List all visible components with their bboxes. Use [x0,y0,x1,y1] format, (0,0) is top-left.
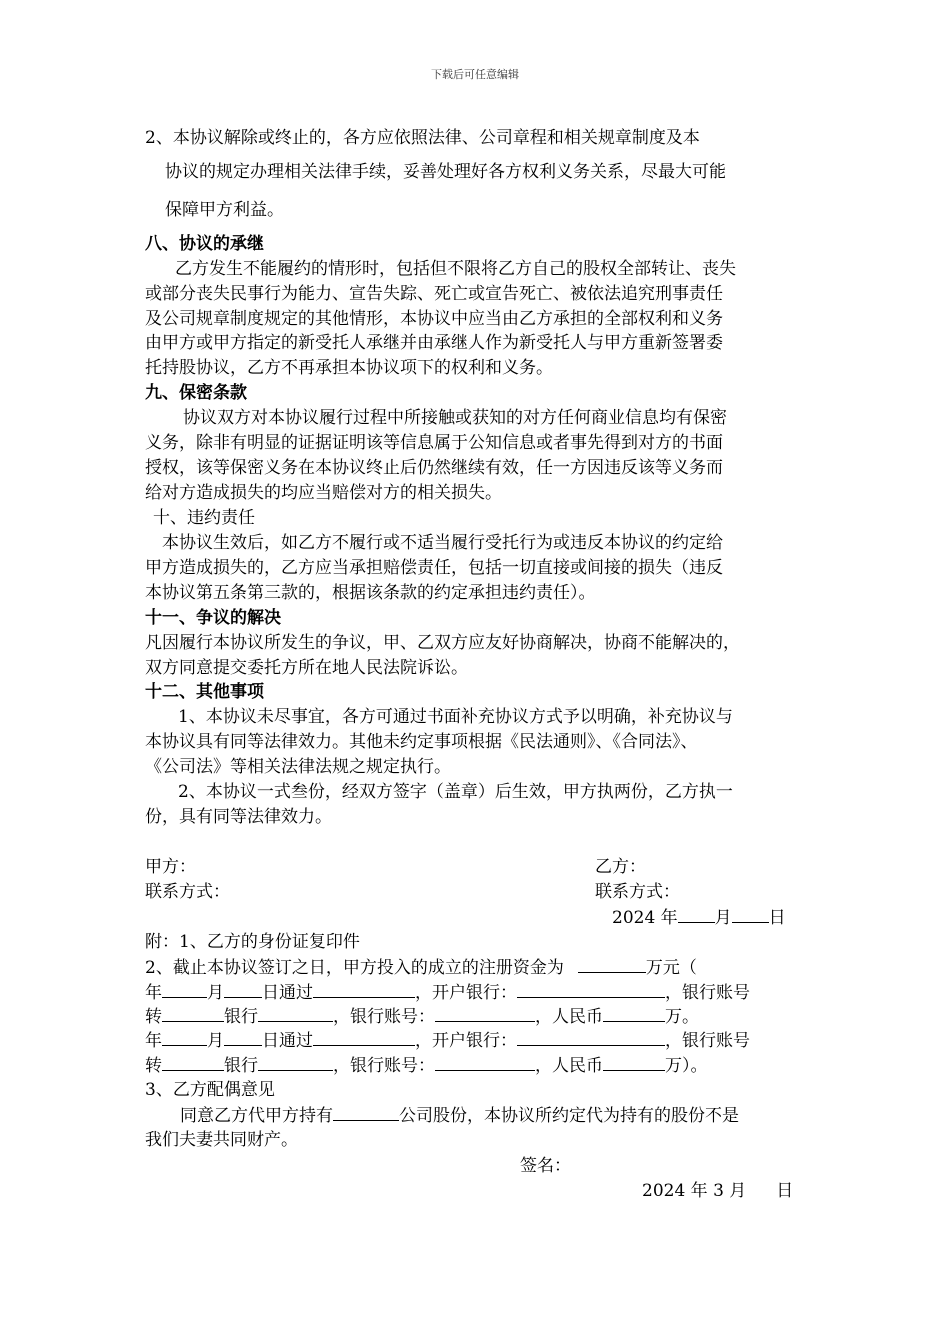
appendix-item-2-line-4 [145,1029,750,1052]
blank-via[interactable] [313,981,415,998]
spouse-consent-line-2: 我们夫妻共同财产。 [145,1130,298,1150]
appendix-text: ，人民币 [535,1007,603,1027]
blank-bank-name[interactable] [258,1005,333,1022]
section-8-line: 由甲方或甲方指定的新受托人承继并由承继人作为新受托人与甲方重新签署委 [145,333,723,353]
blank-transfer[interactable] [162,1054,224,1071]
date-month: 月 [714,908,732,928]
section-9-line: 义务，除非有明显的证据证明该等信息属于公知信息或者事先得到对方的书面 [145,433,723,453]
party-b-label: 乙方： [595,857,646,877]
appendix-text: 日通过 [262,983,313,1003]
page-header: 下载后可任意编辑 [431,68,519,81]
appendix-text: 银行 [224,1007,258,1027]
appendix-text: ，开户银行： [415,983,517,1003]
blank-bank[interactable] [517,1029,665,1046]
blank-company[interactable] [333,1104,399,1121]
appendix-item-2-line-5 [145,1054,708,1077]
appendix-item-2-line-3 [145,1005,699,1028]
blank-transfer[interactable] [162,1005,224,1022]
section-9-line: 给对方造成损失的均应当赔偿对方的相关损失。 [145,483,502,503]
appendix-item-1: 附：1、乙方的身份证复印件 [145,932,360,952]
appendix-item-2-line-1 [145,956,697,979]
appendix-text: 万元（ [645,958,697,978]
section-9-line: 协议双方对本协议履行过程中所接触或获知的对方任何商业信息均有保密 [183,408,727,428]
contact-a-label: 联系方式： [145,882,230,902]
date-year-month: 2024 年 3 月 [642,1181,747,1201]
appendix-text: 万）。 [665,1056,708,1076]
appendix-text: 月 [207,1031,224,1051]
blank-rmb[interactable] [603,1054,665,1071]
section-12-line: 2、本协议一式叁份，经双方签字（盖章）后生效，甲方执两份，乙方执一 [178,782,733,802]
section-12-line: 1、本协议未尽事宜，各方可通过书面补充协议方式予以明确，补充协议与 [178,707,733,727]
appendix-text: 公司股份，本协议所约定代为持有的股份不是 [399,1106,739,1126]
blank-day[interactable] [732,906,769,923]
appendix-text: 2、截止本协议签订之日，甲方投入的成立的注册资金为 [145,958,564,978]
appendix-text: ，银行账号： [333,1056,435,1076]
appendix-text: ，银行账号： [333,1007,435,1027]
blank-account[interactable] [435,1054,535,1071]
appendix-text: 同意乙方代甲方持有 [180,1106,333,1126]
date-day: 日 [768,908,786,928]
blank-month[interactable] [224,981,262,998]
blank-month[interactable] [678,906,715,923]
blank-year[interactable] [162,1029,207,1046]
appendix-text: 年 [145,983,162,1003]
section-10-line: 本协议生效后，如乙方不履行或不适当履行受托行为或违反本协议的约定给 [162,533,723,553]
clause-7-2-line-1: 2、本协议解除或终止的，各方应依照法律、公司章程和相关规章制度及本 [145,128,700,148]
blank-bank-name[interactable] [258,1054,333,1071]
appendix-text: ，开户银行： [415,1031,517,1051]
blank-capital-amount[interactable] [578,956,646,973]
blank-bank[interactable] [517,981,665,998]
blank-year[interactable] [162,981,207,998]
blank-via[interactable] [313,1029,415,1046]
appendix-item-3: 3、乙方配偶意见 [145,1080,275,1100]
appendix-item-2-line-2 [145,981,750,1004]
blank-month[interactable] [224,1029,262,1046]
appendix-text: 万。 [665,1007,699,1027]
section-10-line: 甲方造成损失的，乙方应当承担赔偿责任，包括一切直接或间接的损失（违反 [145,558,723,578]
appendix-text: 年 [145,1031,162,1051]
section-12-line: 份，具有同等法律效力。 [145,807,332,827]
section-8-line: 或部分丧失民事行为能力、宣告失踪、死亡或宣告死亡、被依法追究刑事责任 [145,284,723,304]
section-8-line: 托持股协议，乙方不再承担本协议项下的权利和义务。 [145,358,553,378]
blank-rmb[interactable] [603,1005,665,1022]
appendix-text: ，银行账号 [665,983,750,1003]
blank-account[interactable] [435,1005,535,1022]
section-11-line: 双方同意提交委托方所在地人民法院诉讼。 [145,658,468,678]
signature-date [612,906,786,929]
appendix-text: 转 [145,1056,162,1076]
appendix-text: ，银行账号 [665,1031,750,1051]
spouse-signature-date [642,1180,793,1202]
date-day: 日 [776,1181,794,1201]
appendix-text: 转 [145,1007,162,1027]
section-10-title: 十、违约责任 [153,508,255,528]
spouse-consent-line-1 [180,1104,739,1127]
section-8-line: 乙方发生不能履约的情形时，包括但不限将乙方自己的股权全部转让、丧失 [175,259,736,279]
section-11-title: 十一、争议的解决 [145,608,281,628]
section-8-line: 及公司规章制度规定的其他情形，本协议中应当由乙方承担的全部权利和义务 [145,309,723,329]
section-9-line: 授权，该等保密义务在本协议终止后仍然继续有效，任一方因违反该等义务而 [145,458,723,478]
section-12-line: 《公司法》等相关法律法规之规定执行。 [145,757,451,777]
clause-7-2-line-3: 保障甲方利益。 [165,200,284,220]
clause-7-2-line-2: 协议的规定办理相关法律手续，妥善处理好各方权利义务关系，尽最大可能 [165,162,726,182]
section-12-line: 本协议具有同等法律效力。其他未约定事项根据《民法通则》、《合同法》、 [145,732,698,752]
section-12-title: 十二、其他事项 [145,682,264,702]
section-11-line: 凡因履行本协议所发生的争议，甲、乙双方应友好协商解决，协商不能解决的， [145,633,740,653]
party-a-label: 甲方： [145,857,196,877]
section-9-title: 九、保密条款 [145,383,247,403]
section-10-line: 本协议第五条第三款的，根据该条款的约定承担违约责任）。 [145,583,596,603]
appendix-text: 银行 [224,1056,258,1076]
appendix-text: ，人民币 [535,1056,603,1076]
spouse-signature-label: 签名： [520,1156,571,1176]
appendix-text: 日通过 [262,1031,313,1051]
date-year: 2024 年 [612,908,678,928]
appendix-text: 月 [207,983,224,1003]
section-8-title: 八、协议的承继 [145,234,264,254]
contact-b-label: 联系方式： [595,882,680,902]
